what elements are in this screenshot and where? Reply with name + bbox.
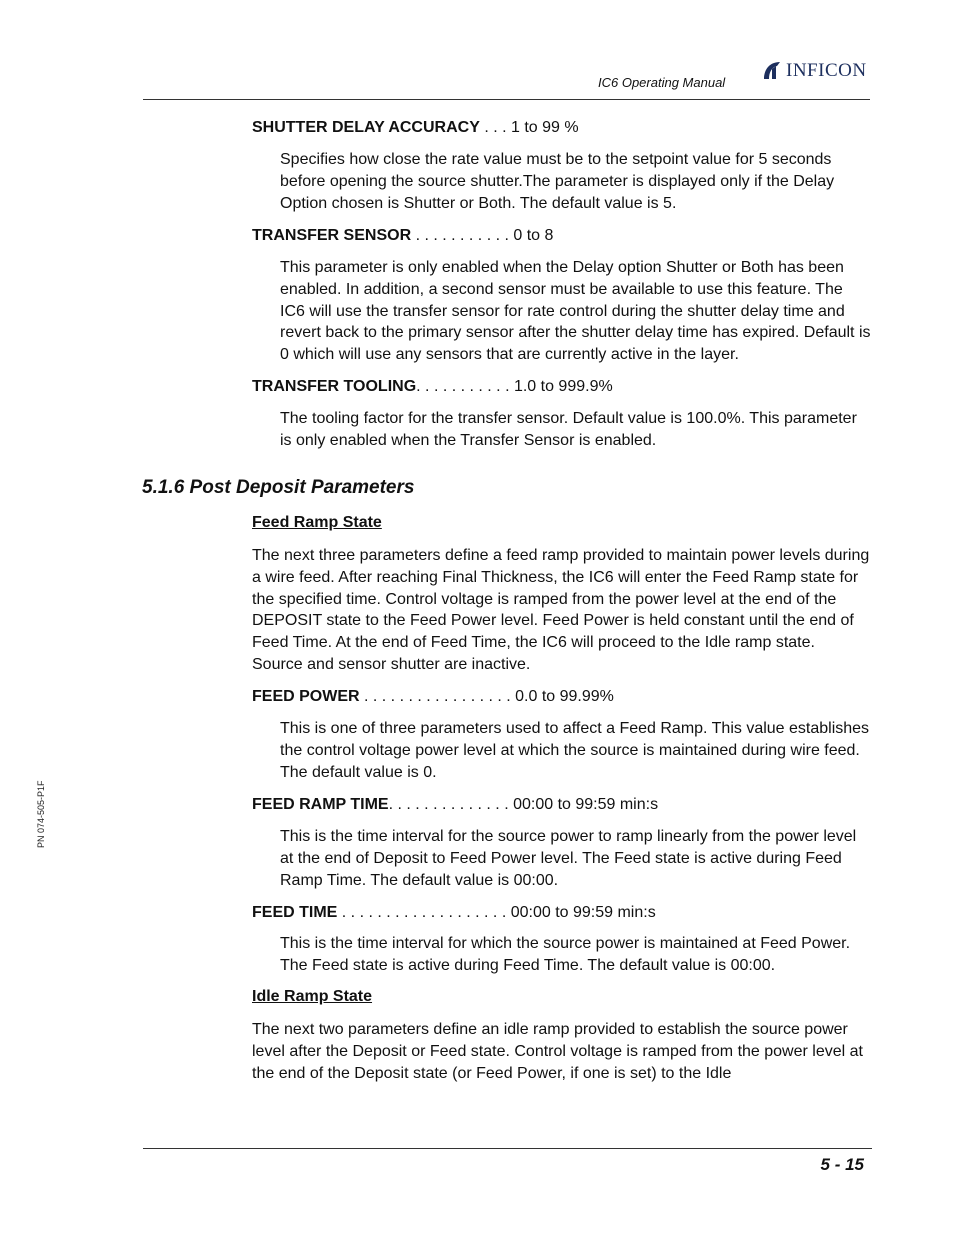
param-feed-ramp-time [252, 794, 658, 816]
param-description: This is the time interval for which the source power is maintained at Feed Power. The Feed state is active during Feed Time. The default value is 00:00. [280, 935, 851, 974]
section-title: 5.1.6 Post Deposit Parameters [142, 477, 415, 498]
param-name: FEED RAMP TIME [252, 796, 389, 813]
subhead-idle-ramp-state: Idle Ramp State [252, 988, 373, 1005]
param-description: This is one of three parameters used to affect a Feed Ramp. This value establishes the control voltage power level at which the source is maintained during wire feed. The default value is 0. [280, 720, 870, 781]
footer-divider [143, 1148, 872, 1149]
header-divider [143, 99, 870, 100]
param-transfer-tooling [252, 376, 613, 398]
inficon-logo-mark-icon [760, 59, 784, 83]
param-description: Specifies how close the rate value must be to the setpoint value for 5 seconds before opening the source shutter.The parameter is displayed only if the Delay Option chosen is Shutter or Both. The default value is 5. [280, 151, 835, 212]
param-name: TRANSFER SENSOR [252, 227, 412, 244]
param-name: FEED TIME [252, 904, 338, 921]
param-shutter-delay-accuracy [252, 117, 579, 139]
param-description: This is the time interval for the source power to ramp linearly from the power level at the end of Deposit to Feed Power level. The Feed state is active during Feed Ramp Time. The default value is 00:00. [280, 828, 857, 889]
param-range: 1 to 99 % [511, 119, 579, 136]
idle-ramp-intro: The next two parameters define an idle ramp provided to establish the source power level after the Deposit or Feed state. Control voltage is ramped from the power level at the end of the Deposit state (or Feed Power, if one is set) to the Idle [252, 1021, 863, 1082]
param-leader: . . . [479, 119, 511, 136]
param-leader: . . . . . . . . . . . . . . [388, 796, 514, 813]
subhead-feed-ramp-state: Feed Ramp State [252, 514, 382, 531]
param-leader: . . . . . . . . . . . [416, 378, 514, 395]
feed-ramp-intro: The next three parameters define a feed ramp provided to maintain power levels during a wire feed. After reaching Final Thickness, the IC6 will enter the Feed Ramp state for the specified time. Control voltage is ramped from the power level at the end of the DEPOSIT state to the Feed Power level. Feed Power is held constant until the end of Feed Time. At the end of Feed Time, the IC6 will proceed to the Idle ramp state. Source and sensor shutter are inactive. [252, 547, 870, 673]
param-description: This parameter is only enabled when the Delay option Shutter or Both has been enabled. In addition, a second sensor must be available to use this feature. The IC6 will use the transfer sensor for rate control during the shutter delay time and revert back to the primary sensor after the shutter delay time has expired. Default is 0 which will use any sensors that are currently active in the layer. [280, 259, 871, 364]
param-name: FEED POWER [252, 688, 360, 705]
param-range: 0 to 8 [513, 227, 554, 244]
param-leader: . . . . . . . . . . . [411, 227, 514, 244]
logo-text: INFICON [786, 60, 867, 81]
param-description: The tooling factor for the transfer sensor. Default value is 100.0%. This parameter is only enabled when the Transfer Sensor is enabled. [280, 410, 857, 449]
param-name: SHUTTER DELAY ACCURACY [252, 119, 480, 136]
param-leader: . . . . . . . . . . . . . . . . . . . [337, 904, 511, 921]
param-leader: . . . . . . . . . . . . . . . . . [359, 688, 516, 705]
page-number: 5 - 15 [820, 1155, 864, 1174]
param-name: TRANSFER TOOLING [252, 378, 417, 395]
part-number-label: PN 074-505-P1F [36, 780, 46, 848]
param-range: 0.0 to 99.99% [515, 688, 614, 705]
param-transfer-sensor [252, 225, 553, 247]
header-manual-title: IC6 Operating Manual [598, 75, 726, 90]
inficon-logo [760, 58, 867, 84]
param-feed-time [252, 902, 656, 924]
param-range: 00:00 to 99:59 min:s [513, 796, 659, 813]
param-feed-power [252, 686, 614, 708]
param-range: 00:00 to 99:59 min:s [510, 904, 656, 921]
param-range: 1.0 to 999.9% [513, 378, 613, 395]
